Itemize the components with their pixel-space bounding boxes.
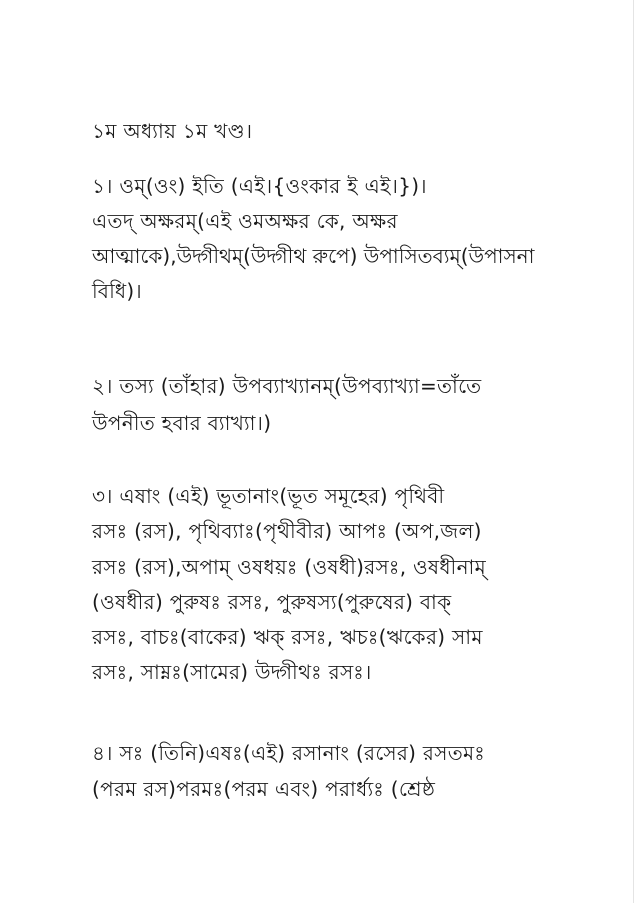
verse-3-line-5: রসঃ, বাচঃ(বাকের) ঋক্ রসঃ, ঋচঃ(ঋকের) সাম — [92, 625, 483, 649]
chapter-heading: ১ম অধ্যায় ১ম খণ্ড। — [92, 119, 253, 143]
verse-1-line-4: বিধি)। — [92, 279, 142, 303]
verse-3-line-3: রসঃ (রস),অপাম্ ওষধয়ঃ (ওষধী)রসঃ, ওষধীনাম্ — [92, 555, 487, 579]
verse-1-line-3: আত্মাকে),উদ্গীথম্(উদ্গীথ রুপে) উপাসিতব্যম্(উপাসনা — [92, 244, 535, 268]
verse-3-line-2: রসঃ (রস), পৃথিব্যাঃ(পৃথীবীর) আপঃ (অপ,জল) — [92, 519, 482, 543]
verse-2-line-2: উপনীত হবার ব্যাখ্যা।) — [92, 411, 272, 435]
verse-4-line-1: ৪। সঃ (তিনি)এষঃ(এই) রসানাং (রসের) রসতমঃ — [92, 741, 486, 765]
page-edge-divider — [633, 0, 634, 903]
verse-3-line-4: (ওষধীর) পুরুষঃ রসঃ, পুরুষস্য(পুরুষের) বাক্ — [92, 590, 452, 614]
verse-1-line-1: ১। ওম্(ওং) ইতি (এই।{ওংকার ই এই।})। — [92, 174, 427, 198]
verse-3-line-6: রসঃ, সাম্নঃ(সামের) উদ্গীথঃ রসঃ। — [92, 660, 372, 684]
verse-4-line-2: (পরম রস)পরমঃ(পরম এবং) পরার্ধ্যঃ (শ্রেষ্ঠ — [92, 777, 436, 801]
verse-1-line-2: এতদ্ অক্ষরম্(এই ওমঅক্ষর কে, অক্ষর — [92, 209, 398, 233]
verse-2-line-1: ২। তস্য (তাঁহার) উপব্যাখ্যানম্(উপব্যাখ্যা=তাঁতে — [92, 374, 482, 398]
verse-3-line-1: ৩। এষাং (এই) ভূতানাং(ভূত সমূহের) পৃথিবী — [92, 484, 445, 508]
